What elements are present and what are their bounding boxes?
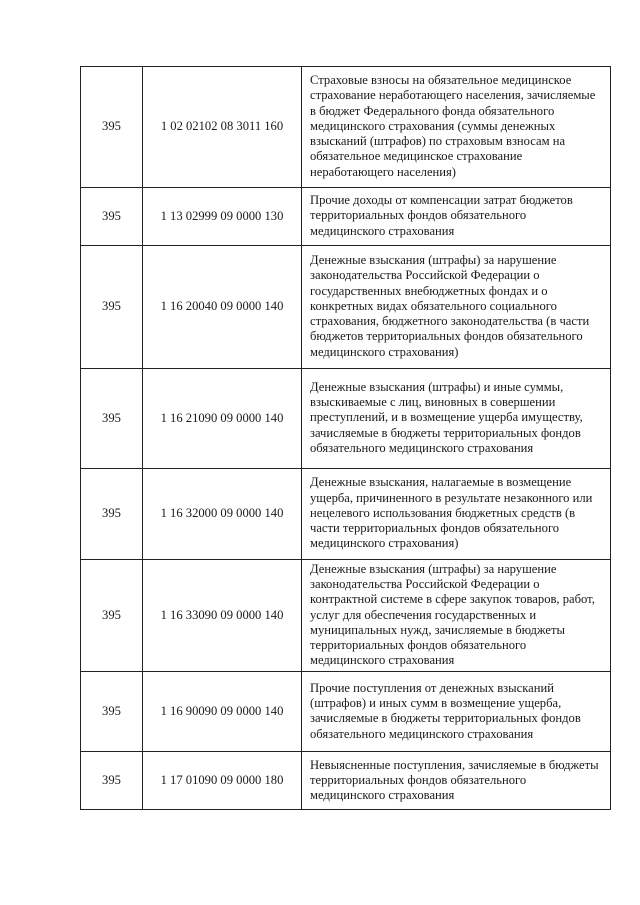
budget-code-cell: 1 16 33090 09 0000 140	[143, 560, 302, 672]
revenue-name-cell: Денежные взыскания (штрафы) за нарушение законодательства Российской Федерации о государственных внебюджетных фондах и о конкретных видах обязательного социального страхования, бюджетного законодательства (в части бюджетов территориальных фондов обязательного медицинского страхования)	[302, 246, 611, 369]
revenue-name-cell: Невыясненные поступления, зачисляемые в бюджеты территориальных фондов обязательного медицинского страхования	[302, 752, 611, 810]
budget-code-cell: 1 13 02999 09 0000 130	[143, 188, 302, 246]
budget-code-cell: 1 16 21090 09 0000 140	[143, 369, 302, 469]
admin-code-cell: 395	[81, 672, 143, 752]
table-row	[81, 469, 611, 560]
admin-code-cell: 395	[81, 752, 143, 810]
admin-code-cell: 395	[81, 67, 143, 188]
table-row	[81, 246, 611, 369]
table-row	[81, 752, 611, 810]
revenue-name-cell: Прочие поступления от денежных взысканий (штрафов) и иных сумм в возмещение ущерба, зачисляемые в бюджеты территориальных фондов обязательного медицинского страхования	[302, 672, 611, 752]
table-row	[81, 672, 611, 752]
revenue-name-cell: Денежные взыскания, налагаемые в возмещение ущерба, причиненного в результате незаконного или нецелевого использования бюджетных средств (в части территориальных фондов обязательного медицинского страхования)	[302, 469, 611, 560]
budget-code-cell: 1 16 20040 09 0000 140	[143, 246, 302, 369]
admin-code-cell: 395	[81, 369, 143, 469]
budget-code-cell: 1 16 32000 09 0000 140	[143, 469, 302, 560]
budget-code-cell: 1 16 90090 09 0000 140	[143, 672, 302, 752]
admin-code-cell: 395	[81, 560, 143, 672]
admin-code-cell: 395	[81, 188, 143, 246]
table-row	[81, 188, 611, 246]
admin-code-cell: 395	[81, 246, 143, 369]
admin-code-cell: 395	[81, 469, 143, 560]
budget-code-cell: 1 17 01090 09 0000 180	[143, 752, 302, 810]
table-row	[81, 369, 611, 469]
revenue-name-cell: Денежные взыскания (штрафы) за нарушение законодательства Российской Федерации о контрактной системе в сфере закупок товаров, работ, услуг для обеспечения государственных и муниципальных нужд, зачисляемые в бюджеты территориальных фондов обязательного медицинского страхования	[302, 560, 611, 672]
revenue-name-cell: Прочие доходы от компенсации затрат бюджетов территориальных фондов обязательного медицинского страхования	[302, 188, 611, 246]
revenue-name-cell: Денежные взыскания (штрафы) и иные суммы, взыскиваемые с лиц, виновных в совершении преступлений, и в возмещение ущерба имуществу, зачисляемые в бюджеты территориальных фондов обязательного медицинского страхования	[302, 369, 611, 469]
revenue-name-cell: Страховые взносы на обязательное медицинское страхование неработающего населения, зачисляемые в бюджет Федерального фонда обязательного медицинского страхования (суммы денежных взысканий (штрафов) по страховым взносам на обязательное медицинское страхование неработающего населения)	[302, 67, 611, 188]
table-row	[81, 560, 611, 672]
revenue-codes-table	[80, 66, 611, 810]
budget-code-cell: 1 02 02102 08 3011 160	[143, 67, 302, 188]
table-row	[81, 67, 611, 188]
